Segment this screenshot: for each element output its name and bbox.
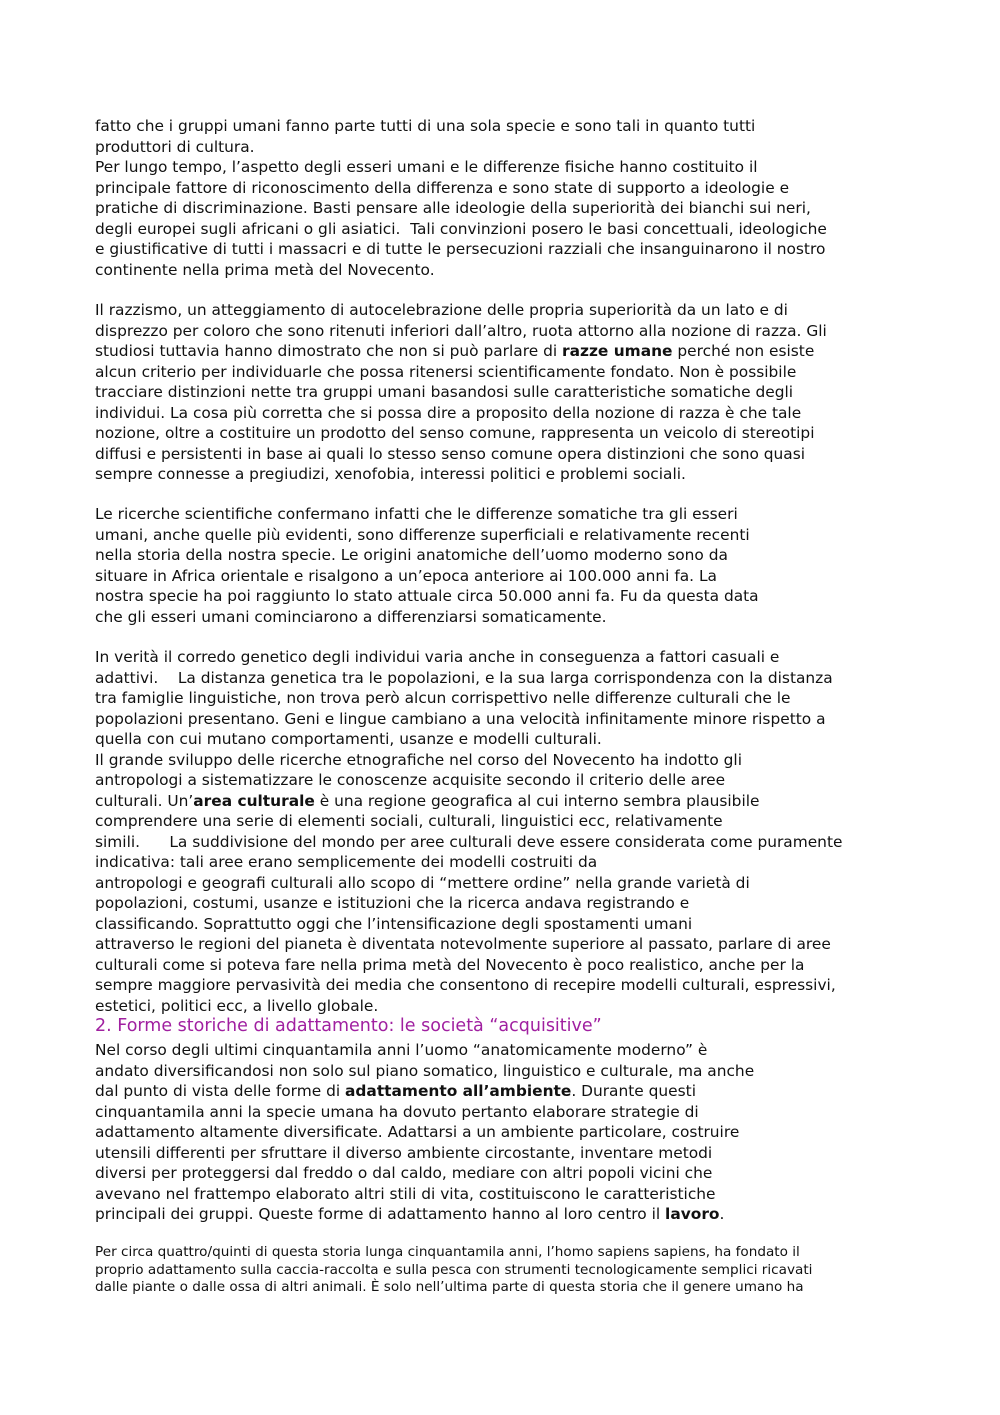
text-run: principali dei gruppi. Queste forme di adattamento hanno al loro centro il [95, 1205, 666, 1223]
text-line: Nel corso degli ultimi cinquantamila anni l’uomo “anatomicamente moderno” è [95, 1041, 708, 1059]
text-line [95, 1204, 895, 1225]
paragraph-research [95, 504, 895, 627]
text-line: classificando. Soprattutto oggi che l’intensificazione degli spostamenti umani [95, 914, 693, 933]
paragraph-intro [95, 116, 895, 280]
text-line: nozione, oltre a costituire un prodotto del senso comune, rappresenta un veicolo di stereotipi [95, 424, 815, 442]
text-line: che gli esseri umani cominciarono a differenziarsi somaticamente. [95, 607, 607, 626]
text-line: quella con cui mutano comportamenti, usanze e modelli culturali. [95, 730, 602, 748]
text-line: principale fattore di riconoscimento della differenza e sono state di supporto a ideologie e [95, 178, 790, 197]
text-line: popolazioni presentano. Geni e lingue cambiano a una velocità infinitamente minore rispetto a [95, 709, 826, 728]
text-line: popolazioni, costumi, usanze e istituzioni che la ricerca andava registrando e [95, 894, 690, 912]
paragraph-cultural-areas [95, 647, 895, 1016]
text-line: nostra specie ha poi raggiunto lo stato attuale circa 50.000 anni fa. Fu da questa data [95, 587, 759, 605]
text-line: produttori di cultura. [95, 137, 255, 156]
text-run: è una regione geografica al cui interno sembra plausibile [314, 791, 760, 810]
text-line: avevano nel frattempo elaborato altri stili di vita, costituiscono le caratteristiche [95, 1184, 716, 1203]
paragraph-racism [95, 300, 895, 485]
bold-term-area-culturale: area culturale [193, 791, 315, 810]
text-line: degli europei sugli africani o gli asiatici. Tali convinzioni posero le basi concettuali, ideologiche [95, 219, 827, 238]
text-line: sempre maggiore pervasività dei media che consentono di recepire modelli culturali, espressivi, [95, 976, 836, 994]
text-line: attraverso le regioni del pianeta è diventata notevolmente superiore al passato, parlare di aree [95, 935, 831, 953]
text-line: antropologi e geografi culturali allo scopo di “mettere ordine” nella grande varietà di [95, 873, 750, 892]
text-line: culturali come si poteva fare nella prima metà del Novecento è poco realistico, anche per la [95, 955, 805, 974]
text-line: andato diversificandosi non solo sul piano somatico, linguistico e culturale, ma anche [95, 1061, 755, 1080]
text-line: diffusi e persistenti in base ai quali lo stesso senso comune opera distinzioni che sono quasi [95, 444, 806, 463]
text-line: Il razzismo, un atteggiamento di autocelebrazione delle propria superiorità da un lato e di [95, 301, 788, 319]
text-run: dal punto di vista delle forme di [95, 1082, 346, 1100]
text-run: . Durante questi [571, 1082, 696, 1100]
text-line: tra famiglie linguistiche, non trova però alcun corrispettivo nelle differenze culturali che le [95, 689, 791, 707]
text-line: simili. La suddivisione del mondo per aree culturali deve essere considerata come puramente [95, 832, 843, 851]
paragraph-adaptation [95, 1040, 895, 1225]
text-line: Per circa quattro/quinti di questa storia lunga cinquantamila anni, l’homo sapiens sapiens, ha fondato il [95, 1244, 800, 1260]
text-line: continente nella prima metà del Novecento. [95, 260, 435, 279]
bold-term-adattamento: adattamento all’ambiente [345, 1082, 572, 1100]
text-line: Il grande sviluppo delle ricerche etnografiche nel corso del Novecento ha indotto gli [95, 750, 742, 769]
text-line: Per lungo tempo, l’aspetto degli esseri umani e le differenze fisiche hanno costituito il [95, 158, 758, 176]
bold-term-razze-umane: razze umane [562, 342, 673, 360]
text-line: diversi per proteggersi dal freddo o dal caldo, mediare con altri popoli vicini che [95, 1164, 713, 1182]
paragraph-hunter-gatherers [95, 1244, 895, 1297]
text-line: fatto che i gruppi umani fanno parte tutti di una sola specie e sono tali in quanto tutti [95, 117, 756, 135]
text-line: utensili differenti per sfruttare il diverso ambiente circostante, inventare metodi [95, 1143, 713, 1162]
text-line: sempre connesse a pregiudizi, xenofobia, interessi politici e problemi sociali. [95, 465, 686, 483]
text-line: adattivi. La distanza genetica tra le popolazioni, e la sua larga corrispondenza con la distanza [95, 668, 833, 687]
text-line: alcun criterio per individuarle che possa ritenersi scientificamente fondato. Non è possibile [95, 362, 797, 381]
text-line: individui. La cosa più corretta che si possa dire a proposito della nozione di razza è che tale [95, 403, 802, 422]
section-heading: 2. Forme storiche di adattamento: le società “acquisitive” [95, 1016, 602, 1036]
text-line: e giustificative di tutti i massacri e di tutte le persecuzioni razziali che insanguinarono il nostro [95, 240, 826, 258]
text-line: indicativa: tali aree erano semplicemente dei modelli costruiti da [95, 853, 598, 871]
text-run: culturali. Un’ [95, 791, 194, 810]
text-run: perché non esiste [672, 342, 815, 360]
text-line: disprezzo per coloro che sono ritenuti inferiori dall’altro, ruota attorno alla nozione di razza. Gli [95, 321, 827, 340]
text-line: estetici, politici ecc, a livello globale. [95, 996, 379, 1015]
text-line: pratiche di discriminazione. Basti pensare alle ideologie della superiorità dei bianchi sui neri, [95, 199, 811, 217]
text-run: studiosi tuttavia hanno dimostrato che non si può parlare di [95, 342, 563, 360]
text-line: In verità il corredo genetico degli individui varia anche in conseguenza a fattori casuali e [95, 648, 780, 666]
text-line [95, 1081, 895, 1102]
text-run: . [719, 1205, 725, 1223]
text-line: Le ricerche scientifiche confermano infatti che le differenze somatiche tra gli esseri [95, 505, 738, 523]
text-line: dalle piante o dalle ossa di altri animali. È solo nell’ultima parte di questa storia che il genere umano ha [95, 1279, 804, 1295]
text-line: comprendere una serie di elementi sociali, culturali, linguistici ecc, relativamente [95, 812, 723, 830]
text-line: adattamento altamente diversificate. Adattarsi a un ambiente particolare, costruire [95, 1123, 740, 1141]
text-line: nella storia della nostra specie. Le origini anatomiche dell’uomo moderno sono da [95, 546, 728, 564]
text-line [95, 791, 895, 812]
text-line: situare in Africa orientale e risalgono a un’epoca anteriore ai 100.000 anni fa. La [95, 566, 717, 585]
text-line: tracciare distinzioni nette tra gruppi umani basandosi sulle caratteristiche somatiche degli [95, 383, 794, 401]
text-line: umani, anche quelle più evidenti, sono differenze superficiali e relativamente recenti [95, 525, 750, 544]
text-line: proprio adattamento sulla caccia-raccolta e sulla pesca con strumenti tecnologicamente semplici ricavati [95, 1261, 813, 1278]
bold-term-lavoro: lavoro [665, 1205, 720, 1223]
text-line [95, 341, 895, 362]
text-line: cinquantamila anni la specie umana ha dovuto pertanto elaborare strategie di [95, 1102, 699, 1121]
text-line: antropologi a sistematizzare le conoscenze acquisite secondo il criterio delle aree [95, 771, 726, 789]
